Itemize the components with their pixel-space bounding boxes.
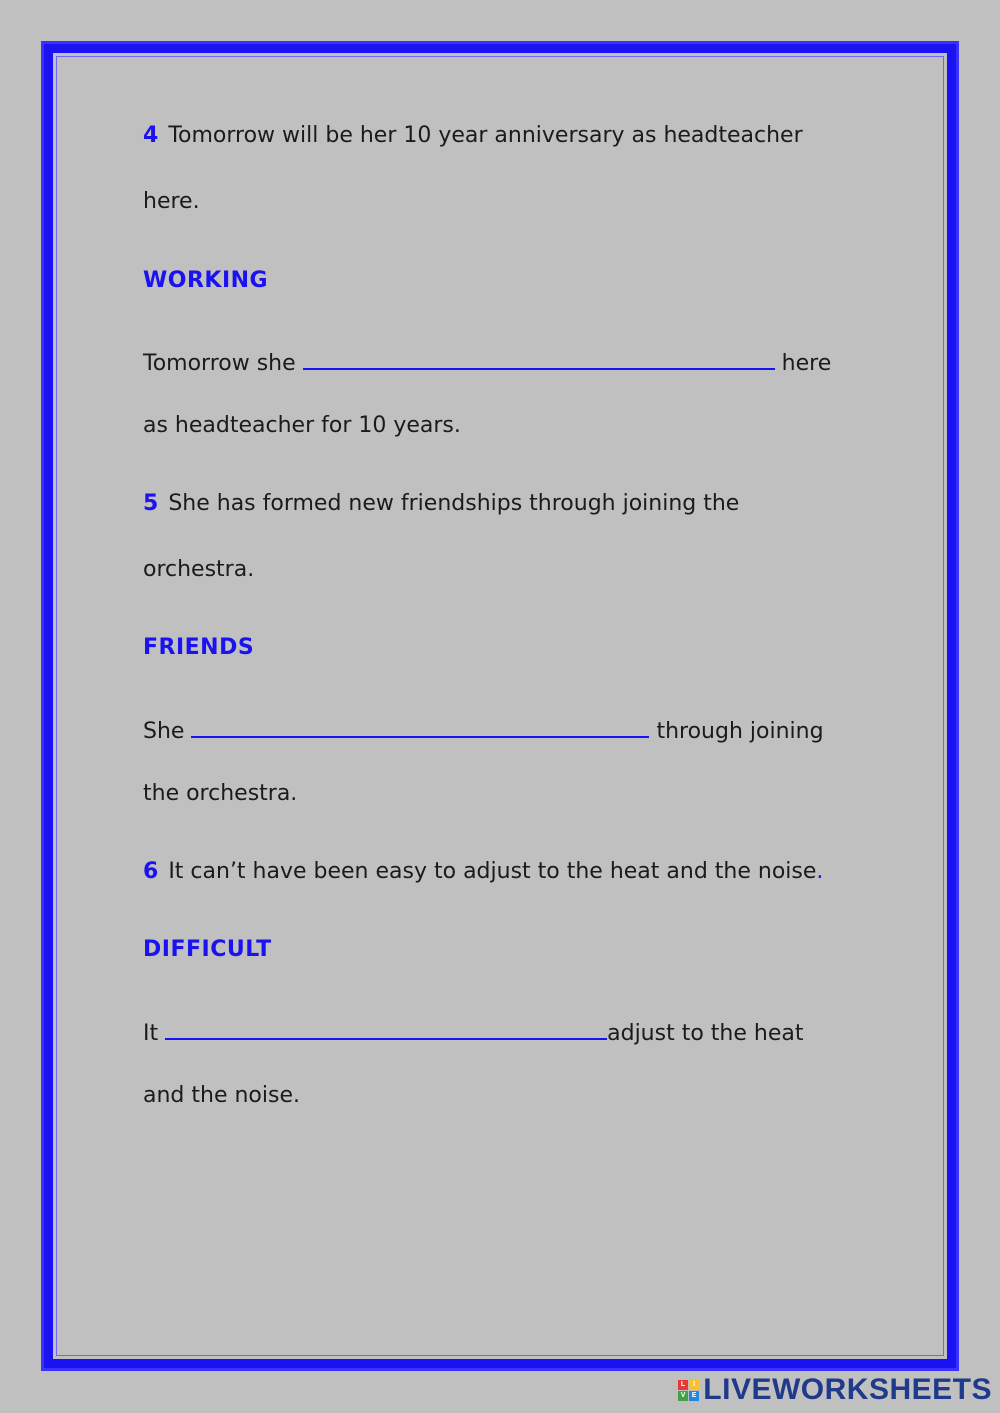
logo-letter-v: V (678, 1391, 688, 1401)
item-4-sentence (143, 122, 803, 150)
item-4-answer-before: Tomorrow she (143, 351, 296, 376)
item-5-answer (143, 714, 824, 746)
item-4-sentence-text: Tomorrow will be her 10 year anniversary as headteacher (168, 123, 803, 148)
item-6-sentence (143, 858, 823, 886)
item-4-answer-after: here (781, 351, 832, 376)
item-6-sentence-text: It can’t have been easy to adjust to the heat and the noise (168, 859, 817, 884)
item-6-answer-line2: and the noise. (143, 1083, 300, 1108)
item-5-answer-blank[interactable] (191, 714, 649, 738)
item-4-sentence-line2: here. (143, 189, 200, 214)
item-6-sentence-period: . (816, 859, 824, 884)
item-5-sentence (143, 490, 739, 518)
item-4-answer-line2: as headteacher for 10 years. (143, 413, 461, 438)
item-4-answer (143, 346, 831, 378)
page-border (42, 42, 958, 1370)
item-5-sentence-text: She has formed new friendships through joining the (168, 491, 740, 516)
watermark-text: LIVEWORKSHEETS (703, 1373, 992, 1406)
item-4-keyword: WORKING (143, 268, 269, 293)
item-5-answer-before: She (143, 719, 185, 744)
logo-letter-i: I (689, 1380, 699, 1390)
item-4-answer-blank[interactable] (303, 346, 775, 370)
item-6-answer-before: It (143, 1021, 159, 1046)
item-5-answer-after: through joining (656, 719, 824, 744)
item-5-answer-line2: the orchestra. (143, 781, 298, 806)
logo-letter-e: E (689, 1391, 699, 1401)
item-6-answer-after: adjust to the heat (607, 1021, 804, 1046)
liveworksheets-logo-icon (678, 1380, 699, 1401)
item-5-keyword: FRIENDS (143, 635, 255, 660)
item-5-sentence-line2: orchestra. (143, 557, 255, 582)
item-6-answer-blank[interactable] (165, 1016, 607, 1040)
item-6-answer (143, 1016, 803, 1048)
liveworksheets-watermark (678, 1373, 992, 1407)
item-4-number: 4 (143, 123, 159, 148)
item-5-number: 5 (143, 491, 159, 516)
logo-letter-l: L (678, 1380, 688, 1390)
item-6-keyword: DIFFICULT (143, 937, 272, 962)
item-6-number: 6 (143, 859, 159, 884)
